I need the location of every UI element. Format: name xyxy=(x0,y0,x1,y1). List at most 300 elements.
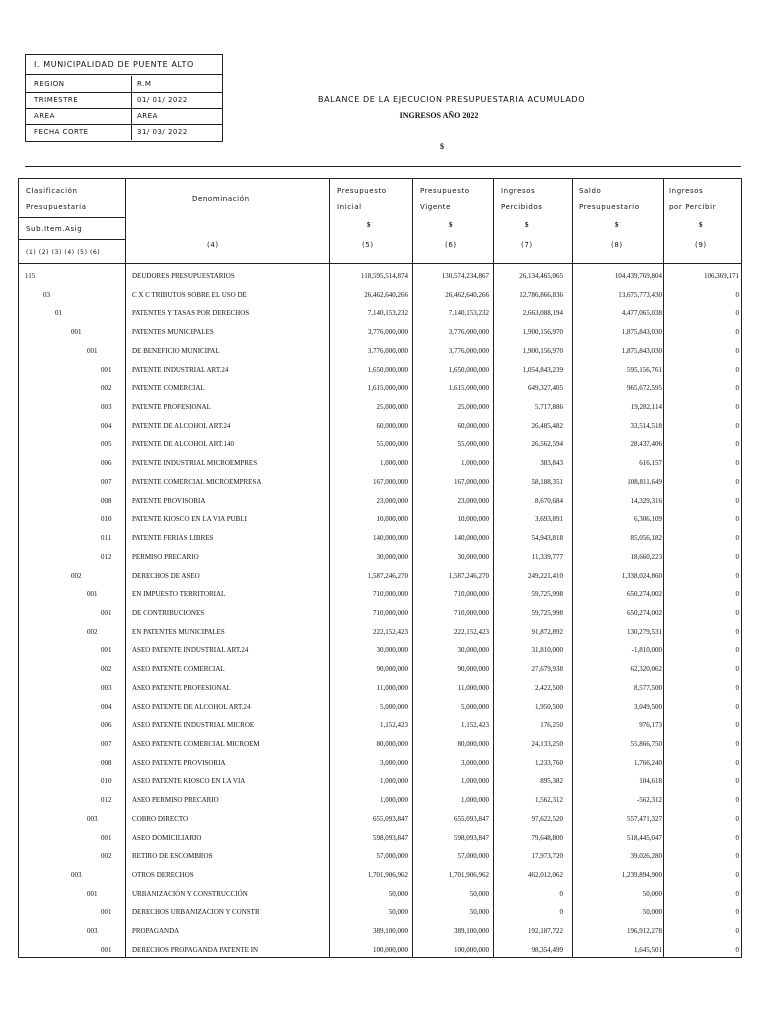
row-percibir: 0 xyxy=(735,871,739,880)
info-value: 31/ 03/ 2022 xyxy=(131,124,223,140)
row-saldo: 976,173 xyxy=(639,721,662,730)
row-code: 002 xyxy=(71,571,82,580)
row-percibidos: 383,843 xyxy=(540,459,563,468)
row-inicial: 222,152,423 xyxy=(373,627,408,636)
header-col-num: (5) xyxy=(362,241,374,249)
row-code: 001 xyxy=(87,590,98,599)
info-label: TRIMESTRE xyxy=(34,96,79,104)
table-row xyxy=(19,309,743,327)
row-vigente: 130,574,234,867 xyxy=(441,272,489,280)
row-percibir: 0 xyxy=(735,814,739,823)
header-presupuestaria: Presupuestaria xyxy=(26,203,87,211)
table-row xyxy=(19,721,743,739)
row-denominacion: DERECHOS URBANIZACION Y CONSTR xyxy=(132,908,260,917)
row-code: 001 xyxy=(71,328,82,337)
row-vigente: 100,000,000 xyxy=(454,945,489,954)
table-row xyxy=(19,515,743,533)
row-code: 001 xyxy=(101,608,112,617)
row-percibir: 0 xyxy=(735,477,739,486)
row-saldo: -1,810,000 xyxy=(631,646,662,655)
row-vigente: 11,000,000 xyxy=(457,683,489,692)
table-row xyxy=(19,328,743,346)
row-denominacion: PATENTE INDUSTRIAL ART.24 xyxy=(132,365,229,374)
row-code: 012 xyxy=(101,552,112,561)
row-percibidos: 0 xyxy=(559,908,563,917)
info-row-fecha-corte xyxy=(26,124,222,140)
row-saldo: 518,445,047 xyxy=(627,833,662,842)
row-inicial: 23,000,000 xyxy=(376,496,408,505)
row-percibidos: 2,422,500 xyxy=(535,683,563,692)
row-denominacion: COBRO DIRECTO xyxy=(132,814,189,823)
report-title: BALANCE DE LA EJECUCION PRESUPUESTARIA ACUMULADO xyxy=(318,95,586,104)
table-row xyxy=(19,871,743,889)
row-inicial: 598,093,847 xyxy=(373,833,408,842)
row-denominacion: ASEO PATENTE PROVISORIA xyxy=(132,758,226,767)
header-col-num: (7) xyxy=(521,241,533,249)
table-row xyxy=(19,459,743,477)
row-inicial: 30,000,000 xyxy=(376,552,408,561)
row-vigente: 23,000,000 xyxy=(457,496,489,505)
row-saldo: 19,282,114 xyxy=(630,403,662,412)
row-denominacion: PERMISO PRECARIO xyxy=(132,552,199,561)
row-code: 006 xyxy=(101,721,112,730)
row-inicial: 1,000,000 xyxy=(380,777,408,786)
row-saldo: 130,279,531 xyxy=(627,627,662,636)
row-percibir: 0 xyxy=(735,833,739,842)
row-vigente: 1,000,000 xyxy=(461,459,489,468)
row-vigente: 3,776,000,000 xyxy=(448,328,489,337)
info-label: REGION xyxy=(34,80,65,88)
row-saldo: 616,157 xyxy=(639,459,662,468)
row-denominacion: ASEO PATENTE COMERCIAL xyxy=(132,665,225,674)
row-saldo: 104,439,769,804 xyxy=(614,272,662,280)
table-row xyxy=(19,852,743,870)
row-vigente: 389,100,000 xyxy=(454,927,489,936)
row-percibidos: 26,134,465,065 xyxy=(519,272,563,280)
row-code: 001 xyxy=(101,833,112,842)
row-code: 002 xyxy=(101,384,112,393)
row-inicial: 3,776,000,000 xyxy=(367,346,408,355)
row-saldo: 1,645,501 xyxy=(634,945,662,954)
report-subtitle: INGRESOS AÑO 2022 xyxy=(399,111,479,120)
table-row xyxy=(19,740,743,758)
row-inicial: 3,776,000,000 xyxy=(367,328,408,337)
row-code: 010 xyxy=(101,515,112,524)
row-inicial: 1,152,423 xyxy=(380,721,408,730)
row-saldo: 1,338,024,860 xyxy=(621,571,662,580)
row-saldo: 1,766,240 xyxy=(634,758,662,767)
table-row xyxy=(19,796,743,814)
header-col-num: (8) xyxy=(611,241,623,249)
row-vigente: 140,000,000 xyxy=(454,534,489,543)
row-saldo: -562,312 xyxy=(636,796,662,805)
row-percibir: 0 xyxy=(735,346,739,355)
row-vigente: 1,701,906,962 xyxy=(448,871,489,880)
row-saldo: 595,156,761 xyxy=(627,365,662,374)
table-row xyxy=(19,422,743,440)
row-percibir: 0 xyxy=(735,384,739,393)
header-currency: $ xyxy=(699,221,703,229)
row-percibidos: 11,339,777 xyxy=(531,552,563,561)
info-row-trimestre xyxy=(26,92,222,109)
row-percibir: 0 xyxy=(735,590,739,599)
row-code: 001 xyxy=(101,365,112,374)
header-presupuesto-inicial-sub: Inicial xyxy=(337,203,362,211)
row-saldo: 28,437,406 xyxy=(630,440,662,449)
row-vigente: 710,000,000 xyxy=(454,590,489,599)
row-code: 007 xyxy=(101,740,112,748)
row-denominacion: PATENTES Y TASAS POR DERECHOS xyxy=(132,309,250,318)
header-currency: $ xyxy=(367,221,371,229)
row-vigente: 710,000,000 xyxy=(454,608,489,617)
header-presupuesto-vigente: Presupuesto xyxy=(420,187,470,195)
row-vigente: 1,152,423 xyxy=(461,721,489,730)
row-percibir: 0 xyxy=(735,740,739,748)
header-info-box xyxy=(25,54,223,142)
table-row xyxy=(19,553,743,571)
row-vigente: 5,000,000 xyxy=(461,702,489,711)
row-percibir: 0 xyxy=(735,290,739,299)
row-saldo: 4,477,065,038 xyxy=(621,309,662,318)
row-denominacion: OTROS DERECHOS xyxy=(132,871,194,880)
table-row xyxy=(19,366,743,384)
header-divider xyxy=(19,217,125,218)
row-saldo: 557,471,327 xyxy=(627,814,662,823)
row-vigente: 167,000,000 xyxy=(454,477,489,486)
row-code: 001 xyxy=(87,346,98,355)
row-denominacion: DERECHOS PROPAGANDA PATENTE IN xyxy=(132,945,259,954)
row-percibidos: 17,973,720 xyxy=(531,852,563,861)
row-percibir: 0 xyxy=(735,328,739,337)
row-code: 004 xyxy=(101,702,112,711)
row-saldo: 650,274,002 xyxy=(627,590,662,599)
row-code: 003 xyxy=(101,683,112,692)
row-percibir: 0 xyxy=(735,702,739,711)
table-row xyxy=(19,927,743,945)
table-row xyxy=(19,403,743,421)
header-divider xyxy=(19,239,125,240)
table-row xyxy=(19,815,743,833)
row-code: 003 xyxy=(87,814,98,823)
row-vigente: 10,000,000 xyxy=(457,515,489,524)
row-denominacion: PATENTE COMERCIAL MICROEMPRESA xyxy=(132,477,262,486)
row-vigente: 3,776,000,000 xyxy=(448,346,489,355)
info-label: FECHA CORTE xyxy=(34,128,89,136)
row-percibir: 0 xyxy=(735,309,739,318)
row-percibidos: 8,670,684 xyxy=(535,496,563,505)
table-row xyxy=(19,684,743,702)
row-inicial: 655,093,847 xyxy=(373,814,408,823)
header-ingresos-percibidos-sub: Percibidos xyxy=(501,203,543,211)
header-currency: $ xyxy=(525,221,529,229)
row-vigente: 60,000,000 xyxy=(457,421,489,430)
row-code: 003 xyxy=(101,403,112,412)
row-vigente: 1,650,000,000 xyxy=(448,365,489,374)
row-inicial: 26,462,640,266 xyxy=(364,290,408,299)
row-inicial: 140,000,000 xyxy=(373,534,408,543)
row-saldo: 55,866,750 xyxy=(630,740,662,748)
row-denominacion: URBANIZACIÓN Y CONSTRUCCIÓN xyxy=(132,889,248,898)
row-inicial: 1,587,246,270 xyxy=(367,571,408,580)
row-percibidos: 1,562,312 xyxy=(535,796,563,805)
row-code: 002 xyxy=(101,665,112,674)
table-row xyxy=(19,347,743,365)
row-percibir: 0 xyxy=(735,721,739,730)
row-percibir: 0 xyxy=(735,515,739,524)
row-code: 012 xyxy=(101,796,112,805)
row-percibir: 0 xyxy=(735,440,739,449)
row-vigente: 55,000,000 xyxy=(457,440,489,449)
info-value: AREA xyxy=(131,108,223,124)
row-percibir: 0 xyxy=(735,945,739,954)
row-inicial: 50,000 xyxy=(388,889,408,898)
table-row xyxy=(19,534,743,552)
row-percibidos: 649,327,405 xyxy=(528,384,563,393)
row-denominacion: ASEO PATENTE INDUSTRIAL MICROE xyxy=(132,721,255,730)
row-saldo: 13,675,773,430 xyxy=(618,290,662,299)
row-code: 003 xyxy=(71,871,82,880)
row-denominacion: PATENTES MUNICIPALES xyxy=(132,328,214,337)
row-vigente: 57,000,000 xyxy=(457,852,489,861)
row-percibir: 0 xyxy=(735,683,739,692)
row-saldo: 8,577,500 xyxy=(634,683,662,692)
row-vigente: 30,000,000 xyxy=(457,552,489,561)
header-presupuesto-inicial: Presupuesto xyxy=(337,187,387,195)
header-col-num: (9) xyxy=(695,241,707,249)
row-code: 008 xyxy=(101,758,112,767)
row-inicial: 100,000,000 xyxy=(373,945,408,954)
header-levels: (1) (2) (3) (4) (5) (6) xyxy=(26,249,101,256)
row-percibidos: 27,679,938 xyxy=(531,665,563,674)
header-currency: $ xyxy=(615,221,619,229)
table-row xyxy=(19,384,743,402)
row-vigente: 3,000,000 xyxy=(461,758,489,767)
header-col-num: (6) xyxy=(445,241,457,249)
row-inicial: 30,000,000 xyxy=(376,646,408,655)
row-code: 007 xyxy=(101,477,112,486)
row-code: 002 xyxy=(101,852,112,861)
row-saldo: 1,875,843,030 xyxy=(621,346,662,355)
row-inicial: 10,000,000 xyxy=(376,515,408,524)
header-ingresos-por-percibir: Ingresos xyxy=(669,187,704,195)
table-row xyxy=(19,478,743,496)
row-denominacion: ASEO PATENTE DE ALCOHOL ART.24 xyxy=(132,702,251,711)
row-vigente: 1,587,246,270 xyxy=(448,571,489,580)
table-row xyxy=(19,834,743,852)
table-row xyxy=(19,572,743,590)
row-inicial: 60,000,000 xyxy=(376,421,408,430)
table-row xyxy=(19,665,743,683)
row-percibir: 0 xyxy=(735,777,739,786)
row-saldo: 39,026,280 xyxy=(630,852,662,861)
row-code: 01 xyxy=(55,309,62,318)
row-percibir: 0 xyxy=(735,889,739,898)
row-denominacion: PATENTE PROVISORIA xyxy=(132,496,206,505)
row-inicial: 389,100,000 xyxy=(373,927,408,936)
currency-symbol: $ xyxy=(440,142,444,151)
table-row xyxy=(19,291,743,309)
row-percibir: 0 xyxy=(735,534,739,543)
row-inicial: 3,000,000 xyxy=(380,758,408,767)
row-percibir: 0 xyxy=(735,552,739,561)
row-percibidos: 26,485,482 xyxy=(531,421,563,430)
header-bottom-rule xyxy=(19,263,741,264)
row-denominacion: ASEO DOMICILIARIO xyxy=(132,833,202,842)
row-percibidos: 3,693,891 xyxy=(535,515,563,524)
table-row xyxy=(19,628,743,646)
row-saldo: 85,056,182 xyxy=(630,534,662,543)
row-denominacion: RETIRO DE ESCOMBROS xyxy=(132,852,213,861)
row-denominacion: PATENTE FERIAS LIBRES xyxy=(132,534,214,543)
row-percibir: 0 xyxy=(735,927,739,936)
table-row xyxy=(19,759,743,777)
row-percibidos: 98,354,499 xyxy=(531,945,563,954)
header-denominacion: Denominación xyxy=(192,195,250,203)
row-denominacion: ASEO PATENTE INDUSTRIAL ART.24 xyxy=(132,646,249,655)
row-saldo: 18,660,223 xyxy=(630,552,662,561)
header-clasificacion: Clasificación xyxy=(26,187,78,195)
table-row xyxy=(19,777,743,795)
row-denominacion: DE BENEFICIO MUNICIPAL xyxy=(132,346,220,355)
row-vigente: 26,462,640,266 xyxy=(445,290,489,299)
row-inicial: 80,000,000 xyxy=(376,740,408,748)
row-percibidos: 12,786,866,836 xyxy=(519,290,563,299)
row-inicial: 5,000,000 xyxy=(380,702,408,711)
table-row xyxy=(19,890,743,908)
row-code: 002 xyxy=(87,627,98,636)
row-percibidos: 59,725,998 xyxy=(531,590,563,599)
header-subitem: Sub.Item.Asig xyxy=(26,225,83,233)
row-inicial: 7,140,153,232 xyxy=(367,309,408,318)
row-percibir: 0 xyxy=(735,796,739,805)
row-denominacion: EN PATENTES MUNICIPALES xyxy=(132,627,225,636)
row-vigente: 50,000 xyxy=(469,908,489,917)
table-row xyxy=(19,946,743,964)
row-inicial: 57,000,000 xyxy=(376,852,408,861)
row-code: 010 xyxy=(101,777,112,786)
info-value: R.M xyxy=(131,76,223,92)
header-presupuesto-vigente-sub: Vigente xyxy=(420,203,452,211)
row-inicial: 50,000 xyxy=(388,908,408,917)
row-vigente: 655,093,847 xyxy=(454,814,489,823)
row-percibidos: 895,382 xyxy=(540,777,563,786)
row-saldo: 104,618 xyxy=(639,777,662,786)
row-inicial: 25,000,000 xyxy=(376,403,408,412)
table-row xyxy=(19,646,743,664)
header-ingresos-percibidos: Ingresos xyxy=(501,187,536,195)
row-saldo: 50,000 xyxy=(642,889,662,898)
row-percibidos: 26,562,594 xyxy=(531,440,563,449)
row-vigente: 7,140,153,232 xyxy=(448,309,489,318)
row-percibir: 0 xyxy=(735,646,739,655)
row-denominacion: PROPAGANDA xyxy=(132,927,180,936)
row-saldo: 33,514,518 xyxy=(630,421,662,430)
row-code: 001 xyxy=(101,945,112,954)
row-saldo: 1,239,894,900 xyxy=(621,871,662,880)
row-saldo: 50,000 xyxy=(642,908,662,917)
row-percibir: 0 xyxy=(735,571,739,580)
row-percibidos: 2,663,088,194 xyxy=(522,309,563,318)
row-percibidos: 1,900,156,970 xyxy=(522,346,563,355)
row-denominacion: ASEO PATENTE COMERCIAL MICROEM xyxy=(132,740,260,748)
row-percibir: 0 xyxy=(735,665,739,674)
header-ingresos-por-percibir-sub: por Percibir xyxy=(669,203,717,211)
row-vigente: 1,000,000 xyxy=(461,796,489,805)
row-percibidos: 176,250 xyxy=(540,721,563,730)
row-saldo: 650,274,002 xyxy=(627,608,662,617)
row-percibidos: 54,943,818 xyxy=(531,534,563,543)
row-denominacion: PATENTE DE ALCOHOL ART.24 xyxy=(132,421,231,430)
row-inicial: 1,000,000 xyxy=(380,796,408,805)
row-percibidos: 31,810,000 xyxy=(531,646,563,655)
budget-table xyxy=(18,178,742,958)
row-code: 03 xyxy=(43,290,50,299)
row-inicial: 167,000,000 xyxy=(373,477,408,486)
row-code: 115 xyxy=(25,272,36,280)
table-row xyxy=(19,272,743,290)
row-code: 011 xyxy=(101,534,112,543)
header-saldo: Saldo xyxy=(579,187,602,195)
row-percibidos: 1,950,500 xyxy=(535,702,563,711)
row-inicial: 90,000,000 xyxy=(376,665,408,674)
row-percibir: 0 xyxy=(735,459,739,468)
table-row xyxy=(19,590,743,608)
row-percibir: 106,369,171 xyxy=(704,272,739,280)
row-saldo: 62,320,062 xyxy=(630,665,662,674)
row-percibir: 0 xyxy=(735,627,739,636)
row-percibir: 0 xyxy=(735,852,739,861)
row-inicial: 55,000,000 xyxy=(376,440,408,449)
row-inicial: 1,650,000,000 xyxy=(367,365,408,374)
row-inicial: 710,000,000 xyxy=(373,590,408,599)
info-row-region xyxy=(26,76,222,93)
row-code: 004 xyxy=(101,421,112,430)
row-vigente: 50,000 xyxy=(469,889,489,898)
row-denominacion: PATENTE INDUSTRIAL MICROEMPRES xyxy=(132,459,258,468)
table-row xyxy=(19,440,743,458)
row-inicial: 1,615,000,000 xyxy=(367,384,408,393)
row-saldo: 14,329,316 xyxy=(630,496,662,505)
row-code: 005 xyxy=(101,440,112,449)
municipality-name: I. MUNICIPALIDAD DE PUENTE ALTO xyxy=(26,55,222,75)
row-vigente: 1,615,000,000 xyxy=(448,384,489,393)
table-row xyxy=(19,609,743,627)
row-code: 008 xyxy=(101,496,112,505)
row-saldo: 196,912,278 xyxy=(627,927,662,936)
row-denominacion: DE CONTRIBUCIONES xyxy=(132,608,205,617)
header-denominacion-num: (4) xyxy=(207,241,219,249)
row-inicial: 11,000,000 xyxy=(376,683,408,692)
row-percibidos: 97,622,520 xyxy=(531,814,563,823)
row-percibidos: 462,012,062 xyxy=(528,871,563,880)
row-denominacion: PATENTE DE ALCOHOL ART.140 xyxy=(132,440,234,449)
row-denominacion: DERECHOS DE ASEO xyxy=(132,571,200,580)
row-code: 001 xyxy=(87,889,98,898)
row-vigente: 1,000,000 xyxy=(461,777,489,786)
row-code: 001 xyxy=(101,908,112,917)
row-inicial: 1,000,000 xyxy=(380,459,408,468)
table-row xyxy=(19,908,743,926)
row-inicial: 1,701,906,962 xyxy=(367,871,408,880)
row-percibidos: 1,900,156,970 xyxy=(522,328,563,337)
row-percibidos: 79,648,800 xyxy=(531,833,563,842)
row-percibidos: 91,872,892 xyxy=(531,627,563,636)
row-saldo: 6,306,109 xyxy=(634,515,662,524)
row-percibir: 0 xyxy=(735,365,739,374)
row-vigente: 30,000,000 xyxy=(457,646,489,655)
row-saldo: 3,049,500 xyxy=(634,702,662,711)
row-denominacion: PATENTE KIOSCO EN LA VIA PUBLI xyxy=(132,515,247,524)
